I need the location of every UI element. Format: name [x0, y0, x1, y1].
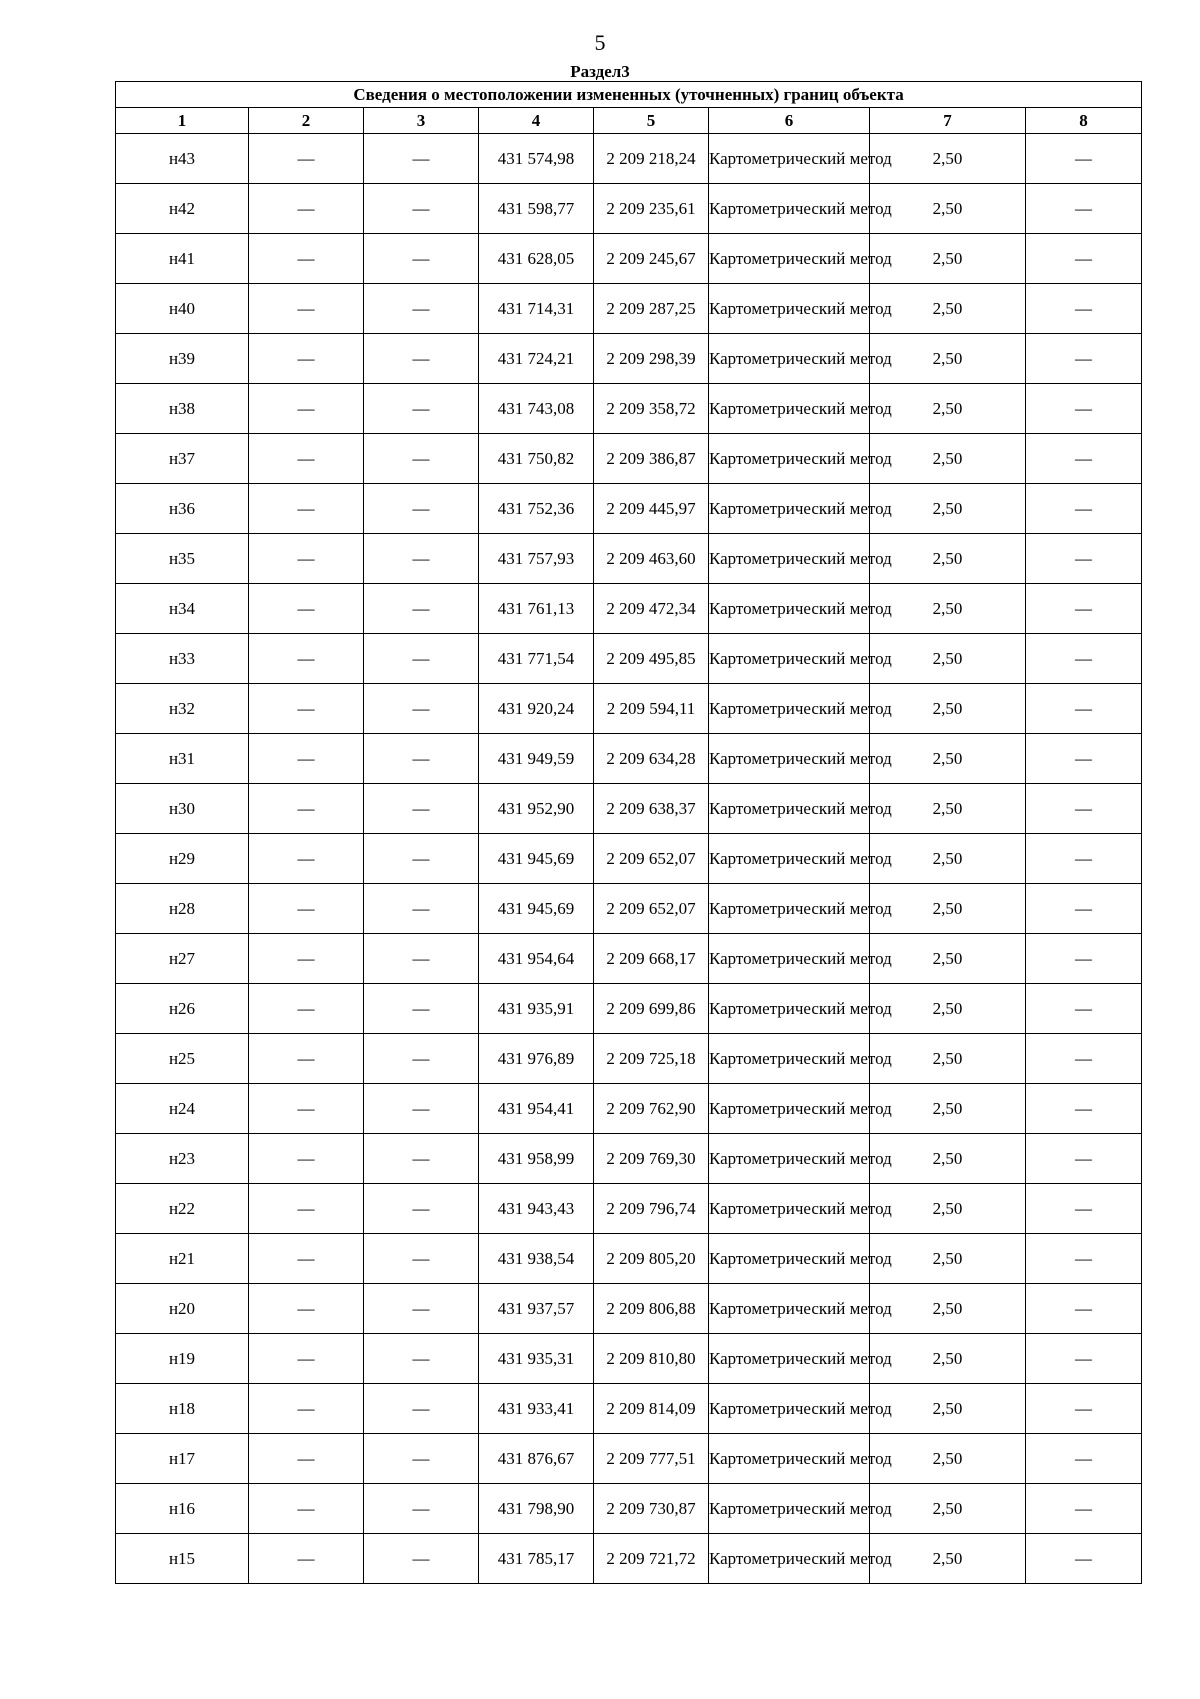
- table-row: [116, 884, 1142, 934]
- col3-cell: —: [364, 1034, 479, 1084]
- point-number-cell: н25: [116, 1034, 249, 1084]
- col3-cell: —: [364, 284, 479, 334]
- table-row: [116, 134, 1142, 184]
- point-number-cell: н28: [116, 884, 249, 934]
- table-row: [116, 784, 1142, 834]
- table-row: [116, 534, 1142, 584]
- point-number-cell: н23: [116, 1134, 249, 1184]
- y-coordinate-cell: 2 209 777,51: [594, 1434, 709, 1484]
- x-coordinate-cell: 431 933,41: [479, 1384, 594, 1434]
- method-cell: Картометрический метод: [709, 384, 870, 434]
- accuracy-cell: 2,50: [870, 1434, 1026, 1484]
- point-number-cell: н26: [116, 984, 249, 1034]
- y-coordinate-cell: 2 209 218,24: [594, 134, 709, 184]
- y-coordinate-cell: 2 209 652,07: [594, 884, 709, 934]
- col3-cell: —: [364, 1434, 479, 1484]
- x-coordinate-cell: 431 761,13: [479, 584, 594, 634]
- table-row: [116, 434, 1142, 484]
- col3-cell: —: [364, 1234, 479, 1284]
- x-coordinate-cell: 431 935,91: [479, 984, 594, 1034]
- table-row: [116, 934, 1142, 984]
- y-coordinate-cell: 2 209 358,72: [594, 384, 709, 434]
- col2-cell: —: [249, 1034, 364, 1084]
- col8-cell: —: [1026, 1234, 1142, 1284]
- method-cell: Картометрический метод: [709, 134, 870, 184]
- method-cell: Картометрический метод: [709, 1134, 870, 1184]
- col8-cell: —: [1026, 834, 1142, 884]
- x-coordinate-cell: 431 938,54: [479, 1234, 594, 1284]
- col8-cell: —: [1026, 584, 1142, 634]
- table-row: [116, 1384, 1142, 1434]
- method-cell: Картометрический метод: [709, 334, 870, 384]
- accuracy-cell: 2,50: [870, 634, 1026, 684]
- point-number-cell: н15: [116, 1534, 249, 1584]
- method-cell: Картометрический метод: [709, 434, 870, 484]
- col2-cell: —: [249, 784, 364, 834]
- x-coordinate-cell: 431 976,89: [479, 1034, 594, 1084]
- column-number-row: [116, 108, 1142, 134]
- col8-cell: —: [1026, 884, 1142, 934]
- y-coordinate-cell: 2 209 796,74: [594, 1184, 709, 1234]
- accuracy-cell: 2,50: [870, 284, 1026, 334]
- y-coordinate-cell: 2 209 463,60: [594, 534, 709, 584]
- col3-cell: —: [364, 834, 479, 884]
- col3-cell: —: [364, 234, 479, 284]
- x-coordinate-cell: 431 714,31: [479, 284, 594, 334]
- accuracy-cell: 2,50: [870, 1484, 1026, 1534]
- y-coordinate-cell: 2 209 805,20: [594, 1234, 709, 1284]
- method-cell: Картометрический метод: [709, 1334, 870, 1384]
- col2-cell: —: [249, 234, 364, 284]
- point-number-cell: н38: [116, 384, 249, 434]
- col8-cell: —: [1026, 1434, 1142, 1484]
- col3-cell: —: [364, 1534, 479, 1584]
- method-cell: Картометрический метод: [709, 234, 870, 284]
- accuracy-cell: 2,50: [870, 684, 1026, 734]
- column-number: 5: [594, 108, 709, 134]
- col8-cell: —: [1026, 934, 1142, 984]
- method-cell: Картометрический метод: [709, 184, 870, 234]
- col2-cell: —: [249, 1484, 364, 1534]
- col8-cell: —: [1026, 1134, 1142, 1184]
- method-cell: Картометрический метод: [709, 1534, 870, 1584]
- accuracy-cell: 2,50: [870, 1534, 1026, 1584]
- method-cell: Картометрический метод: [709, 784, 870, 834]
- col2-cell: —: [249, 584, 364, 634]
- x-coordinate-cell: 431 943,43: [479, 1184, 594, 1234]
- x-coordinate-cell: 431 752,36: [479, 484, 594, 534]
- col8-cell: —: [1026, 784, 1142, 834]
- x-coordinate-cell: 431 937,57: [479, 1284, 594, 1334]
- col2-cell: —: [249, 1534, 364, 1584]
- col3-cell: —: [364, 1484, 479, 1534]
- y-coordinate-cell: 2 209 298,39: [594, 334, 709, 384]
- method-cell: Картометрический метод: [709, 634, 870, 684]
- table-row: [116, 1334, 1142, 1384]
- col2-cell: —: [249, 1134, 364, 1184]
- col2-cell: —: [249, 1084, 364, 1134]
- accuracy-cell: 2,50: [870, 434, 1026, 484]
- col8-cell: —: [1026, 1034, 1142, 1084]
- accuracy-cell: 2,50: [870, 1184, 1026, 1234]
- x-coordinate-cell: 431 628,05: [479, 234, 594, 284]
- col2-cell: —: [249, 934, 364, 984]
- y-coordinate-cell: 2 209 725,18: [594, 1034, 709, 1084]
- x-coordinate-cell: 431 750,82: [479, 434, 594, 484]
- accuracy-cell: 2,50: [870, 984, 1026, 1034]
- col2-cell: —: [249, 184, 364, 234]
- accuracy-cell: 2,50: [870, 1084, 1026, 1134]
- y-coordinate-cell: 2 209 287,25: [594, 284, 709, 334]
- x-coordinate-cell: 431 954,64: [479, 934, 594, 984]
- method-cell: Картометрический метод: [709, 484, 870, 534]
- y-coordinate-cell: 2 209 721,72: [594, 1534, 709, 1584]
- x-coordinate-cell: 431 743,08: [479, 384, 594, 434]
- col3-cell: —: [364, 334, 479, 384]
- point-number-cell: н30: [116, 784, 249, 834]
- accuracy-cell: 2,50: [870, 784, 1026, 834]
- col3-cell: —: [364, 584, 479, 634]
- col2-cell: —: [249, 384, 364, 434]
- y-coordinate-cell: 2 209 235,61: [594, 184, 709, 234]
- method-cell: Картометрический метод: [709, 1484, 870, 1534]
- col2-cell: —: [249, 1234, 364, 1284]
- method-cell: Картометрический метод: [709, 1084, 870, 1134]
- method-cell: Картометрический метод: [709, 734, 870, 784]
- y-coordinate-cell: 2 209 634,28: [594, 734, 709, 784]
- col2-cell: —: [249, 634, 364, 684]
- col2-cell: —: [249, 534, 364, 584]
- point-number-cell: н34: [116, 584, 249, 634]
- x-coordinate-cell: 431 945,69: [479, 884, 594, 934]
- table-row: [116, 1084, 1142, 1134]
- col3-cell: —: [364, 1284, 479, 1334]
- point-number-cell: н21: [116, 1234, 249, 1284]
- y-coordinate-cell: 2 209 594,11: [594, 684, 709, 734]
- col3-cell: —: [364, 634, 479, 684]
- point-number-cell: н42: [116, 184, 249, 234]
- col3-cell: —: [364, 1134, 479, 1184]
- y-coordinate-cell: 2 209 769,30: [594, 1134, 709, 1184]
- method-cell: Картометрический метод: [709, 1284, 870, 1334]
- table-row: [116, 384, 1142, 434]
- y-coordinate-cell: 2 209 810,80: [594, 1334, 709, 1384]
- coordinates-table: [115, 81, 1142, 1584]
- method-cell: Картометрический метод: [709, 1384, 870, 1434]
- point-number-cell: н18: [116, 1384, 249, 1434]
- col8-cell: —: [1026, 1284, 1142, 1334]
- col3-cell: —: [364, 984, 479, 1034]
- y-coordinate-cell: 2 209 472,34: [594, 584, 709, 634]
- col3-cell: —: [364, 684, 479, 734]
- column-number: 8: [1026, 108, 1142, 134]
- col3-cell: —: [364, 934, 479, 984]
- col8-cell: —: [1026, 534, 1142, 584]
- table-caption: Сведения о местоположении измененных (уточненных) границ объекта: [116, 82, 1142, 108]
- col8-cell: —: [1026, 684, 1142, 734]
- y-coordinate-cell: 2 209 730,87: [594, 1484, 709, 1534]
- accuracy-cell: 2,50: [870, 884, 1026, 934]
- point-number-cell: н16: [116, 1484, 249, 1534]
- col2-cell: —: [249, 734, 364, 784]
- col8-cell: —: [1026, 134, 1142, 184]
- x-coordinate-cell: 431 958,99: [479, 1134, 594, 1184]
- accuracy-cell: 2,50: [870, 1234, 1026, 1284]
- accuracy-cell: 2,50: [870, 1334, 1026, 1384]
- x-coordinate-cell: 431 785,17: [479, 1534, 594, 1584]
- col3-cell: —: [364, 734, 479, 784]
- table-row: [116, 1434, 1142, 1484]
- col2-cell: —: [249, 1184, 364, 1234]
- point-number-cell: н19: [116, 1334, 249, 1384]
- point-number-cell: н29: [116, 834, 249, 884]
- method-cell: Картометрический метод: [709, 1234, 870, 1284]
- x-coordinate-cell: 431 949,59: [479, 734, 594, 784]
- col8-cell: —: [1026, 434, 1142, 484]
- method-cell: Картометрический метод: [709, 984, 870, 1034]
- accuracy-cell: 2,50: [870, 834, 1026, 884]
- column-number: 4: [479, 108, 594, 134]
- x-coordinate-cell: 431 954,41: [479, 1084, 594, 1134]
- method-cell: Картометрический метод: [709, 684, 870, 734]
- col2-cell: —: [249, 834, 364, 884]
- point-number-cell: н37: [116, 434, 249, 484]
- method-cell: Картометрический метод: [709, 884, 870, 934]
- col3-cell: —: [364, 1184, 479, 1234]
- col3-cell: —: [364, 384, 479, 434]
- point-number-cell: н33: [116, 634, 249, 684]
- point-number-cell: н17: [116, 1434, 249, 1484]
- point-number-cell: н22: [116, 1184, 249, 1234]
- point-number-cell: н35: [116, 534, 249, 584]
- col2-cell: —: [249, 334, 364, 384]
- accuracy-cell: 2,50: [870, 384, 1026, 434]
- point-number-cell: н20: [116, 1284, 249, 1334]
- col3-cell: —: [364, 434, 479, 484]
- y-coordinate-cell: 2 209 652,07: [594, 834, 709, 884]
- y-coordinate-cell: 2 209 445,97: [594, 484, 709, 534]
- col8-cell: —: [1026, 984, 1142, 1034]
- x-coordinate-cell: 431 920,24: [479, 684, 594, 734]
- col8-cell: —: [1026, 1334, 1142, 1384]
- x-coordinate-cell: 431 798,90: [479, 1484, 594, 1534]
- col8-cell: —: [1026, 1084, 1142, 1134]
- accuracy-cell: 2,50: [870, 734, 1026, 784]
- col3-cell: —: [364, 1334, 479, 1384]
- column-number: 7: [870, 108, 1026, 134]
- table-caption-row: [116, 82, 1142, 108]
- col8-cell: —: [1026, 734, 1142, 784]
- method-cell: Картометрический метод: [709, 284, 870, 334]
- table-row: [116, 284, 1142, 334]
- accuracy-cell: 2,50: [870, 1034, 1026, 1084]
- x-coordinate-cell: 431 771,54: [479, 634, 594, 684]
- table-row: [116, 734, 1142, 784]
- y-coordinate-cell: 2 209 245,67: [594, 234, 709, 284]
- col8-cell: —: [1026, 634, 1142, 684]
- method-cell: Картометрический метод: [709, 1034, 870, 1084]
- col8-cell: —: [1026, 1384, 1142, 1434]
- table-row: [116, 1484, 1142, 1534]
- method-cell: Картометрический метод: [709, 534, 870, 584]
- point-number-cell: н36: [116, 484, 249, 534]
- col2-cell: —: [249, 134, 364, 184]
- y-coordinate-cell: 2 209 762,90: [594, 1084, 709, 1134]
- table-row: [116, 484, 1142, 534]
- x-coordinate-cell: 431 724,21: [479, 334, 594, 384]
- accuracy-cell: 2,50: [870, 134, 1026, 184]
- accuracy-cell: 2,50: [870, 1384, 1026, 1434]
- table-row: [116, 1534, 1142, 1584]
- col2-cell: —: [249, 884, 364, 934]
- method-cell: Картометрический метод: [709, 1184, 870, 1234]
- point-number-cell: н32: [116, 684, 249, 734]
- table-row: [116, 1234, 1142, 1284]
- method-cell: Картометрический метод: [709, 1434, 870, 1484]
- table-row: [116, 184, 1142, 234]
- col2-cell: —: [249, 1334, 364, 1384]
- col2-cell: —: [249, 484, 364, 534]
- point-number-cell: н31: [116, 734, 249, 784]
- column-number: 2: [249, 108, 364, 134]
- x-coordinate-cell: 431 935,31: [479, 1334, 594, 1384]
- col2-cell: —: [249, 684, 364, 734]
- accuracy-cell: 2,50: [870, 1284, 1026, 1334]
- table-row: [116, 584, 1142, 634]
- x-coordinate-cell: 431 945,69: [479, 834, 594, 884]
- col8-cell: —: [1026, 284, 1142, 334]
- y-coordinate-cell: 2 209 699,86: [594, 984, 709, 1034]
- column-number: 1: [116, 108, 249, 134]
- table-row: [116, 1134, 1142, 1184]
- point-number-cell: н43: [116, 134, 249, 184]
- col3-cell: —: [364, 134, 479, 184]
- col8-cell: —: [1026, 234, 1142, 284]
- col2-cell: —: [249, 984, 364, 1034]
- accuracy-cell: 2,50: [870, 1134, 1026, 1184]
- x-coordinate-cell: 431 952,90: [479, 784, 594, 834]
- table-row: [116, 1284, 1142, 1334]
- section-title: Раздел3: [570, 62, 630, 81]
- table-row: [116, 634, 1142, 684]
- accuracy-cell: 2,50: [870, 934, 1026, 984]
- col3-cell: —: [364, 1384, 479, 1434]
- y-coordinate-cell: 2 209 668,17: [594, 934, 709, 984]
- y-coordinate-cell: 2 209 814,09: [594, 1384, 709, 1434]
- col8-cell: —: [1026, 334, 1142, 384]
- y-coordinate-cell: 2 209 806,88: [594, 1284, 709, 1334]
- y-coordinate-cell: 2 209 495,85: [594, 634, 709, 684]
- point-number-cell: н40: [116, 284, 249, 334]
- col2-cell: —: [249, 284, 364, 334]
- point-number-cell: н27: [116, 934, 249, 984]
- col2-cell: —: [249, 434, 364, 484]
- col2-cell: —: [249, 1284, 364, 1334]
- col8-cell: —: [1026, 384, 1142, 434]
- method-cell: Картометрический метод: [709, 934, 870, 984]
- x-coordinate-cell: 431 574,98: [479, 134, 594, 184]
- column-number: 3: [364, 108, 479, 134]
- point-number-cell: н41: [116, 234, 249, 284]
- col8-cell: —: [1026, 1484, 1142, 1534]
- x-coordinate-cell: 431 598,77: [479, 184, 594, 234]
- col2-cell: —: [249, 1384, 364, 1434]
- table-body: [116, 134, 1142, 1584]
- y-coordinate-cell: 2 209 386,87: [594, 434, 709, 484]
- col8-cell: —: [1026, 1184, 1142, 1234]
- point-number-cell: н39: [116, 334, 249, 384]
- accuracy-cell: 2,50: [870, 484, 1026, 534]
- y-coordinate-cell: 2 209 638,37: [594, 784, 709, 834]
- x-coordinate-cell: 431 876,67: [479, 1434, 594, 1484]
- col3-cell: —: [364, 784, 479, 834]
- accuracy-cell: 2,50: [870, 534, 1026, 584]
- x-coordinate-cell: 431 757,93: [479, 534, 594, 584]
- table-row: [116, 1184, 1142, 1234]
- accuracy-cell: 2,50: [870, 334, 1026, 384]
- table-row: [116, 334, 1142, 384]
- col3-cell: —: [364, 1084, 479, 1134]
- col3-cell: —: [364, 184, 479, 234]
- col3-cell: —: [364, 884, 479, 934]
- column-number: 6: [709, 108, 870, 134]
- method-cell: Картометрический метод: [709, 834, 870, 884]
- accuracy-cell: 2,50: [870, 184, 1026, 234]
- col8-cell: —: [1026, 1534, 1142, 1584]
- accuracy-cell: 2,50: [870, 234, 1026, 284]
- col8-cell: —: [1026, 484, 1142, 534]
- accuracy-cell: 2,50: [870, 584, 1026, 634]
- table-row: [116, 1034, 1142, 1084]
- method-cell: Картометрический метод: [709, 584, 870, 634]
- col3-cell: —: [364, 484, 479, 534]
- table-row: [116, 834, 1142, 884]
- col8-cell: —: [1026, 184, 1142, 234]
- col2-cell: —: [249, 1434, 364, 1484]
- table-row: [116, 984, 1142, 1034]
- point-number-cell: н24: [116, 1084, 249, 1134]
- col3-cell: —: [364, 534, 479, 584]
- table-row: [116, 234, 1142, 284]
- table-row: [116, 684, 1142, 734]
- page-number: 5: [594, 30, 606, 55]
